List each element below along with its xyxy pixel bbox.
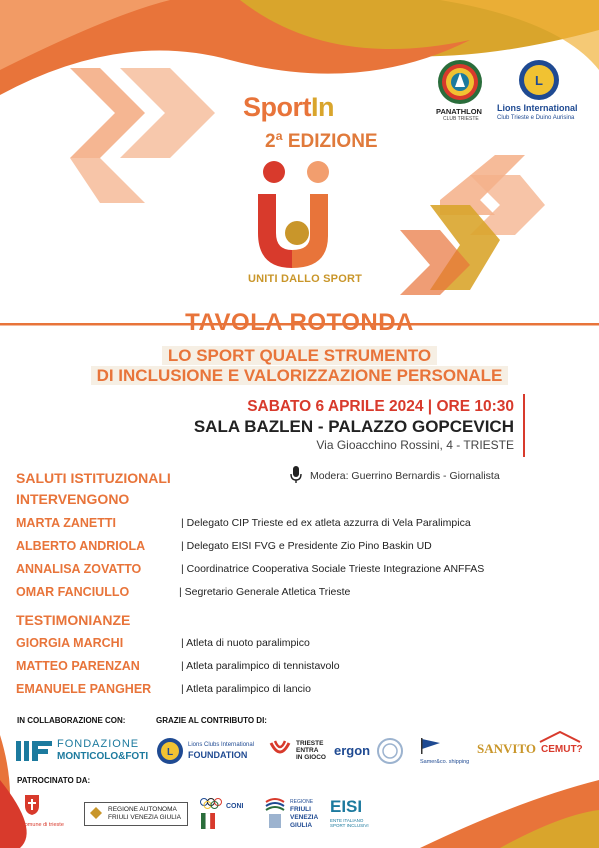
speaker-name: MARTA ZANETTI	[16, 516, 116, 530]
moderator: Modera: Guerrino Bernardis - Giornalista	[310, 470, 500, 482]
cemut-logo: CEMUT?	[541, 744, 583, 755]
panathlon-sub: CLUB TRIESTE	[443, 116, 479, 122]
lions-foundation-line2: FOUNDATION	[188, 750, 248, 760]
fondazione-line2: MONTICOLO&FOTI	[57, 751, 149, 762]
brand-main-text: Sport	[243, 92, 311, 122]
speaker-role: | Delegato EISI FVG e Presidente Zio Pino Baskin UD	[181, 540, 432, 552]
regione-line2: FRIULI VENEZIA GIULIA	[108, 814, 181, 821]
samer-flag-icon	[420, 737, 442, 755]
samer-logo: Samer&co. shipping	[420, 759, 470, 765]
testimonial-name: EMANUELE PANGHER	[16, 682, 152, 696]
event-venue: SALA BAZLEN - PALAZZO GOPCEVICH	[193, 417, 514, 436]
event-address: Via Gioacchino Rossini, 4 - TRIESTE	[316, 438, 514, 452]
patron-label: PATROCINATO DA:	[17, 776, 91, 785]
cip-line4: GIULIA	[290, 822, 313, 829]
trieste-line3: IN GIOCO	[296, 754, 326, 761]
fondazione-logo-icon	[16, 737, 54, 763]
testimonial-name: MATTEO PARENZAN	[16, 659, 140, 673]
svg-text:L: L	[166, 747, 174, 758]
trieste-line1: TRIESTE	[296, 740, 324, 747]
lions-name: Lions International	[497, 103, 578, 113]
section-testimonianze: TESTIMONIANZE	[16, 612, 131, 628]
speaker-name: OMAR FANCIULLO	[16, 585, 130, 599]
comune-label: comune di trieste	[22, 822, 64, 828]
tagline: UNITI DALLO SPORT	[248, 273, 363, 285]
speaker-role: | Segretario Generale Atletica Trieste	[179, 586, 351, 598]
event-subtitle-line1	[0, 346, 599, 366]
cip-line1: REGIONE	[290, 799, 314, 805]
coni-flag-icon	[201, 813, 215, 829]
ergon-swirl-icon	[375, 737, 405, 765]
contrib-label: GRAZIE AL CONTRIBUTO DI:	[156, 716, 267, 725]
event-subtitle-text-2: DI INCLUSIONE E VALORIZZAZIONE PERSONALE	[91, 366, 509, 385]
section-saluti: SALUTI ISTITUZIONALI	[16, 470, 171, 486]
uniti-logo-icon	[252, 158, 347, 273]
svg-text:L: L	[535, 73, 543, 88]
panathlon-logo-icon	[437, 59, 483, 105]
brand-accent-text: In	[311, 92, 334, 122]
venue-accent-bar	[523, 394, 525, 457]
regione-line1: REGIONE AUTONOMA	[108, 806, 177, 813]
fondazione-line1: FONDAZIONE	[57, 738, 140, 750]
ergon-logo: ergon	[334, 743, 371, 758]
speaker-name: ANNALISA ZOVATTO	[16, 562, 142, 576]
microphone-icon	[290, 466, 302, 484]
testimonial-role: | Atleta paralimpico di lancio	[181, 683, 311, 695]
lions-foundation-line1: Lions Clubs International	[188, 742, 255, 748]
trieste-line2: ENTRA	[296, 747, 319, 754]
speaker-role: | Coordinatrice Cooperativa Sociale Trieste Integrazione ANFFAS	[181, 563, 485, 575]
brand-title	[243, 92, 334, 123]
testimonial-name: GIORGIA MARCHI	[16, 636, 124, 650]
panathlon-name: PANATHLON	[436, 107, 482, 116]
event-title: TAVOLA ROTONDA	[185, 309, 414, 336]
regione-eagle-icon	[88, 805, 104, 821]
lions-foundation-icon	[156, 737, 184, 765]
coni-rings-icon	[199, 797, 223, 809]
cip-line3: VENEZIA	[290, 814, 319, 821]
speaker-role: | Delegato CIP Trieste ed ex atleta azzurra di Vela Paralimpica	[181, 517, 471, 529]
testimonial-role: | Atleta di nuoto paralimpico	[181, 637, 310, 649]
event-subtitle-line2	[0, 366, 599, 386]
comune-shield-icon	[24, 794, 40, 816]
coni-label: CONI	[226, 803, 244, 810]
event-date: SABATO 6 APRILE 2024 | ORE 10:30	[247, 398, 514, 415]
lions-logo-icon	[518, 59, 560, 101]
event-subtitle-text-1: LO SPORT QUALE STRUMENTO	[162, 346, 437, 365]
eisi-sub: ENTE ITALIANO SPORT INCLUSIVI	[330, 818, 369, 828]
sanvito-logo: SANVITO	[477, 741, 537, 756]
eisi-logo: EISI	[330, 797, 363, 816]
collab-label: IN COLLABORAZIONE CON:	[17, 716, 126, 725]
lions-sub: Club Trieste e Duino Aurisina	[497, 115, 575, 121]
cip-line2: FRIULI	[290, 806, 311, 813]
testimonial-role: | Atleta paralimpico di tennistavolo	[181, 660, 340, 672]
cemut-icon	[535, 730, 585, 744]
trieste-gioco-icon	[267, 739, 293, 763]
cip-logo-icon	[263, 796, 287, 830]
edition-label: 2ª EDIZIONE	[265, 131, 378, 152]
section-intervengono: INTERVENGONO	[16, 491, 130, 507]
speaker-name: ALBERTO ANDRIOLA	[16, 539, 146, 553]
